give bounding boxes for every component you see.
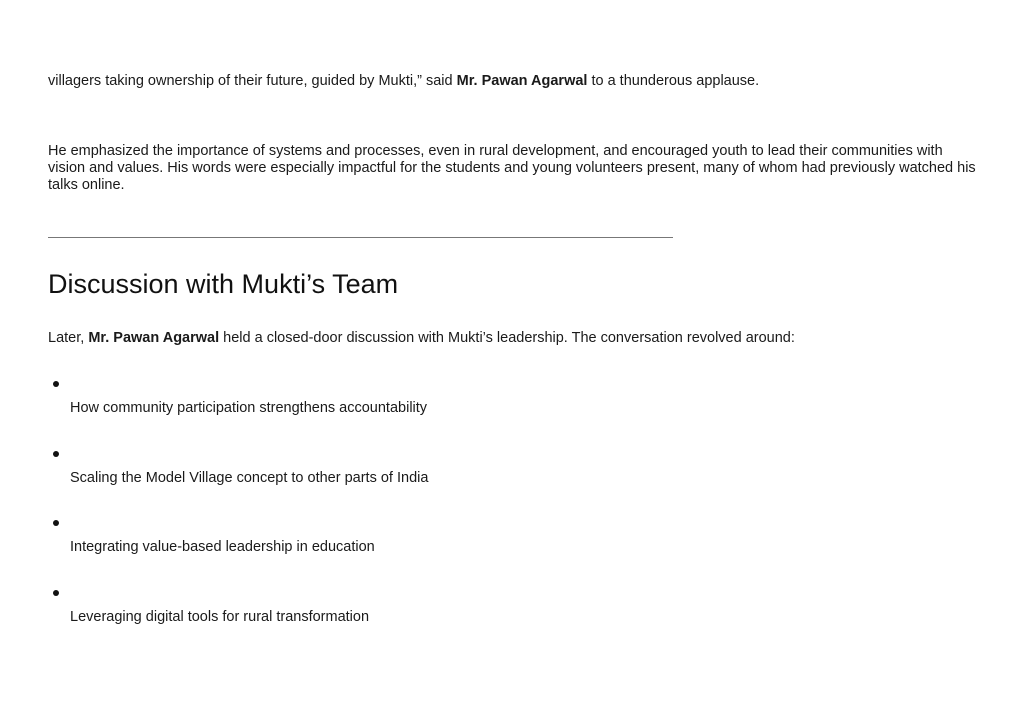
paragraph-text: Later, — [48, 330, 89, 346]
paragraph-text: villagers taking ownership of their future, guided by Mukti,” said — [48, 73, 457, 89]
paragraph-text: to a thunderous applause. — [587, 73, 760, 89]
section-heading: Discussion with Mukti’s Team — [48, 269, 399, 299]
paragraph-emphasis: He emphasized the importance of systems and processes, even in rural development, and encouraged youth to lead their communities with vision and values. His words were especially impactful for the students and young volunteers present, many of whom had previously watched his talks online. — [48, 143, 976, 193]
list-item-text: Integrating value-based leadership in education — [70, 539, 375, 555]
bullet-icon — [53, 381, 59, 387]
speaker-name: Mr. Pawan Agarwal — [456, 73, 588, 89]
bullet-icon — [53, 520, 59, 526]
section-divider — [48, 237, 673, 238]
paragraph-text: held a closed-door discussion with Mukti’s leadership. The conversation revolved around: — [219, 330, 795, 346]
list-item-text: Scaling the Model Village concept to other parts of India — [70, 469, 429, 486]
bullet-icon — [53, 590, 59, 596]
bullet-icon — [53, 451, 59, 457]
section-intro — [48, 330, 978, 347]
list-item-text: Leveraging digital tools for rural transformation — [70, 608, 370, 625]
paragraph-quote-end — [48, 73, 978, 90]
list-item-text: How community participation strengthens accountability — [70, 400, 428, 416]
speaker-name: Mr. Pawan Agarwal — [88, 330, 220, 346]
